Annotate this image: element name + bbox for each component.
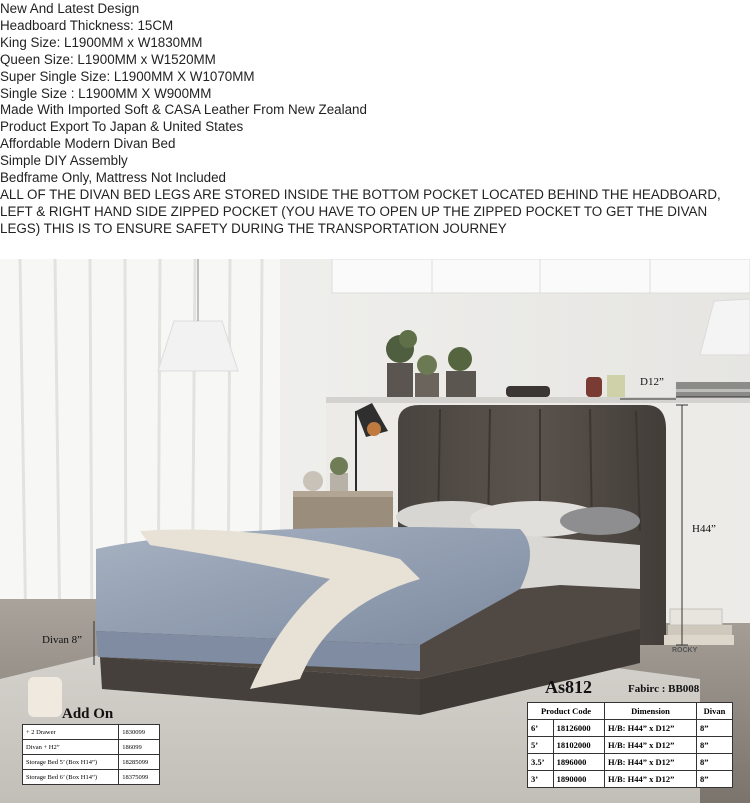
- dimension-cell: H/B: H44” x D12”: [605, 771, 697, 788]
- add-on-table: [22, 724, 160, 785]
- column-header: Divan: [696, 703, 732, 720]
- table-header-row: [528, 703, 733, 720]
- spec-table: [527, 702, 733, 788]
- add-on-title: Add On: [62, 706, 114, 722]
- add-on-item: Storage Bed 5’ (Box H14”): [23, 755, 119, 770]
- table-row: [23, 725, 160, 740]
- divan-cell: 8”: [696, 754, 732, 771]
- description-line: Made With Imported Soft & CASA Leather From New Zealand: [0, 102, 367, 118]
- divan-cell: 8”: [696, 771, 732, 788]
- add-on-item: + 2 Drawer: [23, 725, 119, 740]
- size-cell: 5’: [528, 737, 554, 754]
- size-cell: 3’: [528, 771, 554, 788]
- divan-cell: 8”: [696, 737, 732, 754]
- table-row: [528, 771, 733, 788]
- add-on-item: Storage Bed 6’ (Box H14”): [23, 770, 119, 785]
- wall-shelf: [326, 397, 750, 403]
- size-cell: 6’: [528, 720, 554, 737]
- description-line: King Size: L1900MM x W1830MM: [0, 34, 203, 50]
- dimension-cell: H/B: H44” x D12”: [605, 720, 697, 737]
- description-line: Queen Size: L1900MM x W1520MM: [0, 51, 216, 67]
- height-dimension-label: H44”: [692, 523, 716, 535]
- candle: [28, 677, 62, 717]
- add-on-item: Divan + H2”: [23, 740, 119, 755]
- code-cell: 1890000: [553, 771, 604, 788]
- description-line: Affordable Modern Divan Bed: [0, 136, 176, 152]
- code-cell: 18126000: [553, 720, 604, 737]
- model-name: As812: [545, 677, 593, 697]
- add-on-code: 186099: [119, 740, 160, 755]
- description-line: Single Size : L1900MM X W900MM: [0, 85, 212, 101]
- add-on-code: 18285099: [119, 755, 160, 770]
- divan-cell: 8”: [696, 720, 732, 737]
- column-header: Product Code: [528, 703, 605, 720]
- table-row: [23, 740, 160, 755]
- add-on-code: 18375099: [119, 770, 160, 785]
- description-line: New And Latest Design: [0, 1, 140, 16]
- table-row: [23, 755, 160, 770]
- code-cell: 1896000: [553, 754, 604, 771]
- table-row: [528, 737, 733, 754]
- table-row: [528, 754, 733, 771]
- description-line: ALL OF THE DIVAN BED LEGS ARE STORED INSIDE THE BOTTOM POCKET LOCATED BEHIND THE HEADBOARD, LEFT & RIGHT HAND SIDE ZIPPED POCKET (YOU HAVE TO OPEN UP THE ZIPPED POCKET TO GET THE DIVAN LEGS) THIS IS TO ENSURE SAFETY DURING THE TRANSPORTATION JOURNEY: [0, 186, 721, 236]
- product-description: [0, 1, 750, 238]
- dimension-cell: H/B: H44” x D12”: [605, 754, 697, 771]
- depth-dimension-label: D12”: [640, 376, 664, 388]
- add-on-code: 1830099: [119, 725, 160, 740]
- column-header: Dimension: [605, 703, 697, 720]
- divan-dimension-label: Divan 8”: [42, 634, 83, 646]
- dimension-cell: H/B: H44” x D12”: [605, 737, 697, 754]
- description-line: Headboard Thickness: 15CM: [0, 17, 174, 33]
- description-line: Super Single Size: L1900MM X W1070MM: [0, 68, 255, 84]
- fabric-code: Fabirc : BB008: [628, 683, 700, 695]
- description-line: Product Export To Japan & United States: [0, 119, 244, 135]
- description-line: Bedframe Only, Mattress Not Included: [0, 170, 226, 186]
- size-cell: 3.5’: [528, 754, 554, 771]
- table-row: [528, 720, 733, 737]
- description-line: Simple DIY Assembly: [0, 153, 128, 169]
- code-cell: 18102000: [553, 737, 604, 754]
- book-label: ROCKY: [672, 647, 698, 654]
- table-row: [23, 770, 160, 785]
- wall-cabinet: [332, 259, 750, 293]
- pillow: [560, 507, 640, 535]
